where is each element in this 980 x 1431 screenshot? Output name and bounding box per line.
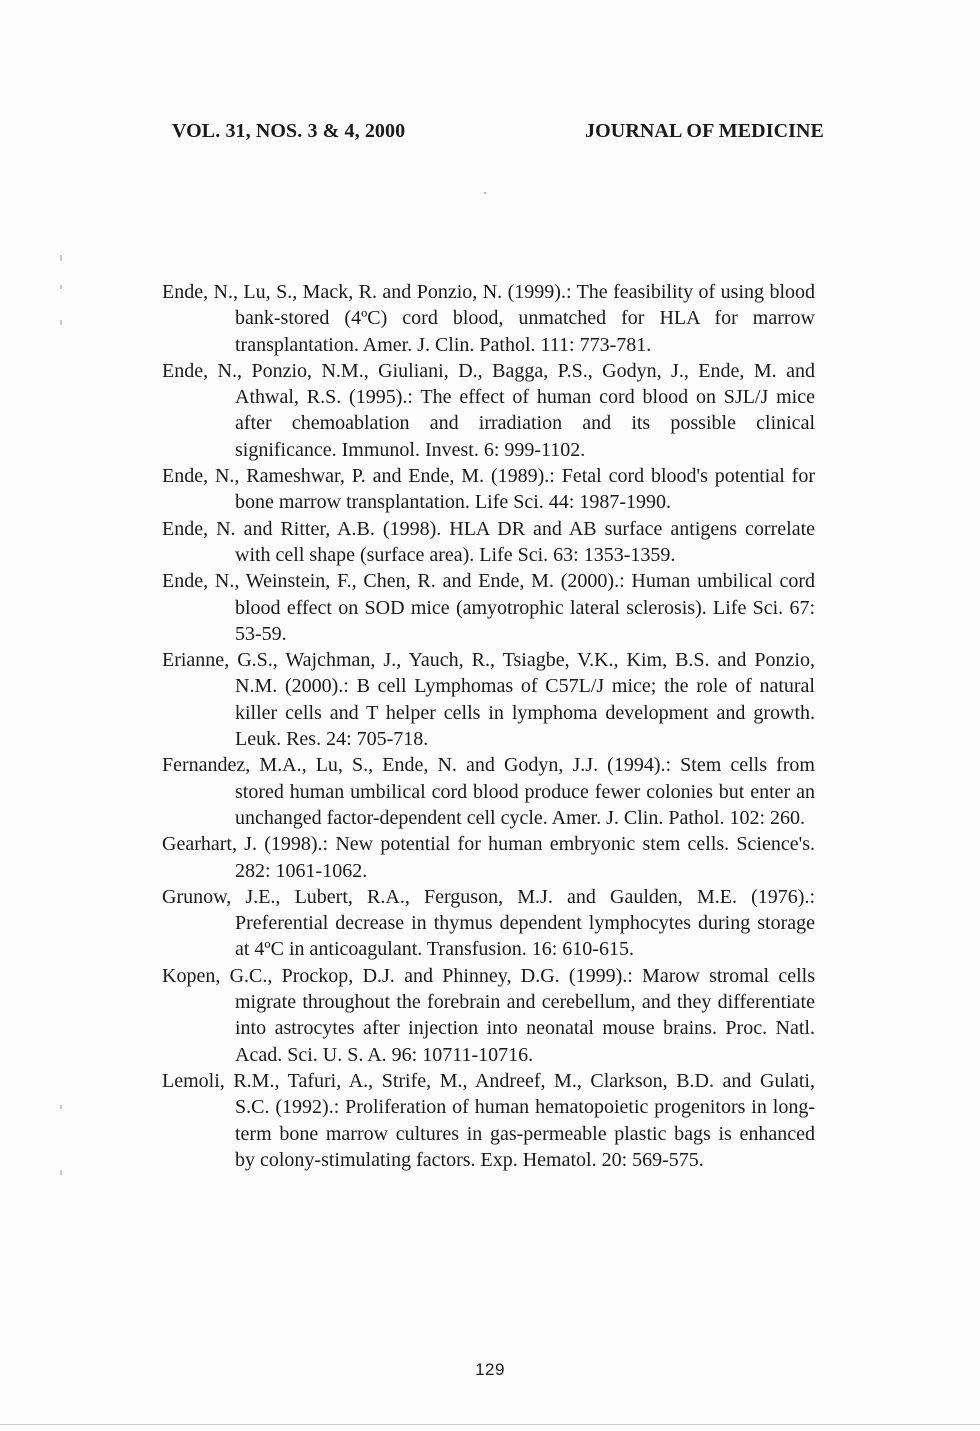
scan-margin-mark	[60, 285, 62, 289]
reference-item: Grunow, J.E., Lubert, R.A., Ferguson, M.J. and Gaulden, M.E. (1976).: Preferential decrease in thymus dependent lymphocytes during storage at 4ºC in anticoagulant. Transfusion. 16: 610-615.	[162, 885, 815, 961]
scan-margin-mark	[60, 1105, 62, 1109]
journal-title: JOURNAL OF MEDICINE	[585, 120, 824, 142]
reference-item: Fernandez, M.A., Lu, S., Ende, N. and Godyn, J.J. (1994).: Stem cells from stored human umbilical cord blood produce fewer colonies but enter an unchanged factor-dependent cell cycle. Amer. J. Clin. Pathol. 102: 260.	[162, 754, 815, 829]
reference-item: Ende, N., Rameshwar, P. and Ende, M. (1989).: Fetal cord blood's potential for bone marrow transplantation. Life Sci. 44: 1987-1990.	[162, 465, 815, 514]
volume-info: VOL. 31, NOS. 3 & 4, 2000	[172, 120, 406, 142]
reference-item: Erianne, G.S., Wajchman, J., Yauch, R., Tsiagbe, V.K., Kim, B.S. and Ponzio, N.M. (2000).: B cell Lymphomas of C57L/J mice; the role of natural killer cells and T helper cells in lymphoma development and growth. Leuk. Res. 24: 705-718.	[162, 649, 815, 751]
reference-item: Lemoli, R.M., Tafuri, A., Strife, M., Andreef, M., Clarkson, B.D. and Gulati, S.C. (1992).: Proliferation of human hematopoietic progenitors in long-term bone marrow cultures in gas-permeable plastic bags is enhanced by colony-stimulating factors. Exp. Hematol. 20: 569-575.	[162, 1069, 815, 1171]
reference-item: Ende, N., Weinstein, F., Chen, R. and Ende, M. (2000).: Human umbilical cord blood effect on SOD mice (amyotrophic lateral sclerosis). Life Sci. 67: 53-59.	[162, 570, 815, 645]
scan-margin-mark	[60, 320, 62, 325]
page-number: 129	[475, 1360, 505, 1379]
scan-bottom-edge	[0, 1424, 980, 1425]
reference-list	[162, 279, 815, 1173]
scan-speck	[484, 192, 486, 194]
running-header	[172, 120, 824, 143]
reference-item: Ende, N. and Ritter, A.B. (1998). HLA DR and AB surface antigens correlate with cell shape (surface area). Life Sci. 63: 1353-1359.	[162, 517, 815, 566]
scan-margin-mark	[60, 1170, 62, 1175]
reference-item: Ende, N., Ponzio, N.M., Giuliani, D., Bagga, P.S., Godyn, J., Ende, M. and Athwal, R.S. (1995).: The effect of human cord blood on SJL/J mice after chemoablation and irradiation and its possible clinical significance. Immunol. Invest. 6: 999-1102.	[162, 359, 815, 461]
reference-item: Gearhart, J. (1998).: New potential for human embryonic stem cells. Science's. 282: 1061-1062.	[162, 833, 815, 882]
scan-margin-mark	[60, 255, 62, 261]
reference-item: Ende, N., Lu, S., Mack, R. and Ponzio, N. (1999).: The feasibility of using blood bank-stored (4ºC) cord blood, unmatched for HLA for marrow transplantation. Amer. J. Clin. Pathol. 111: 773-781.	[162, 281, 815, 356]
reference-item: Kopen, G.C., Prockop, D.J. and Phinney, D.G. (1999).: Marow stromal cells migrate throughout the forebrain and cerebellum, and they differentiate into astrocytes after injection into neonatal mouse brains. Proc. Natl. Acad. Sci. U. S. A. 96: 10711-10716.	[162, 964, 815, 1066]
